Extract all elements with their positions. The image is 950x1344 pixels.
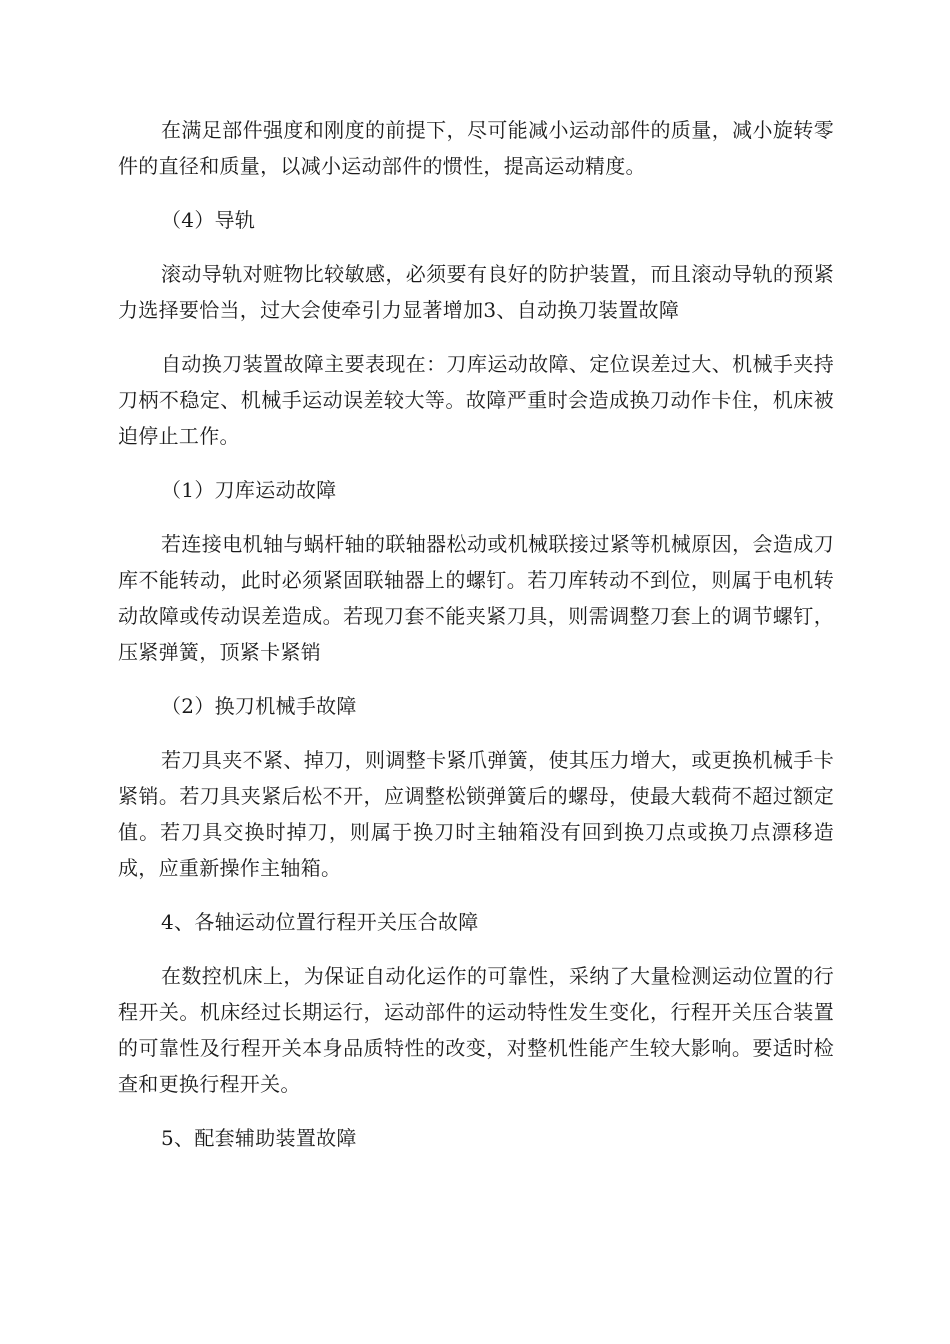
paragraph-rolling-guide: 滚动导轨对赃物比较敏感，必须要有良好的防护装置，而且滚动导轨的预紧力选择要恰当，过大会使牵引力显著增加3、自动换刀装置故障 — [118, 262, 834, 322]
document-body — [118, 112, 834, 1174]
paragraph-atc-faults: 自动换刀装置故障主要表现在：刀库运动故障、定位误差过大、机械手夹持刀柄不稳定、机械手运动误差较大等。故障严重时会造成换刀动作卡住，机床被迫停止工作。 — [118, 352, 834, 448]
heading-travel-switch: 4、各轴运动位置行程开关压合故障 — [161, 910, 479, 934]
paragraph-travel-switch: 在数控机床上，为保证自动化运作的可靠性，采纳了大量检测运动位置的行程开关。机床经过长期运行，运动部件的运动特性发生变化，行程开关压合装置的可靠性及行程开关本身品质特性的改变，对整机性能产生较大影响。要适时检查和更换行程开关。 — [118, 964, 834, 1096]
heading-guide-rail: （4）导轨 — [161, 208, 256, 232]
paragraph-reduce-mass: 在满足部件强度和刚度的前提下，尽可能减小运动部件的质量，减小旋转零件的直径和质量，以减小运动部件的惯性，提高运动精度。 — [118, 118, 834, 178]
heading-tool-change-manipulator: （2）换刀机械手故障 — [161, 694, 357, 718]
heading-auxiliary-device: 5、配套辅助装置故障 — [161, 1126, 357, 1150]
heading-tool-magazine: （1）刀库运动故障 — [161, 478, 337, 502]
paragraph-tool-magazine: 若连接电机轴与蜗杆轴的联轴器松动或机械联接过紧等机械原因，会造成刀库不能转动，此时必须紧固联轴器上的螺钉。若刀库转动不到位，则属于电机转动故障或传动误差造成。若现刀套不能夹紧刀具，则需调整刀套上的调节螺钉，压紧弹簧，顶紧卡紧销 — [118, 532, 834, 664]
paragraph-manipulator: 若刀具夹不紧、掉刀，则调整卡紧爪弹簧，使其压力增大，或更换机械手卡紧销。若刀具夹紧后松不开，应调整松锁弹簧后的螺母，使最大载荷不超过额定值。若刀具交换时掉刀，则属于换刀时主轴箱没有回到换刀点或换刀点漂移造成，应重新操作主轴箱。 — [118, 748, 834, 880]
